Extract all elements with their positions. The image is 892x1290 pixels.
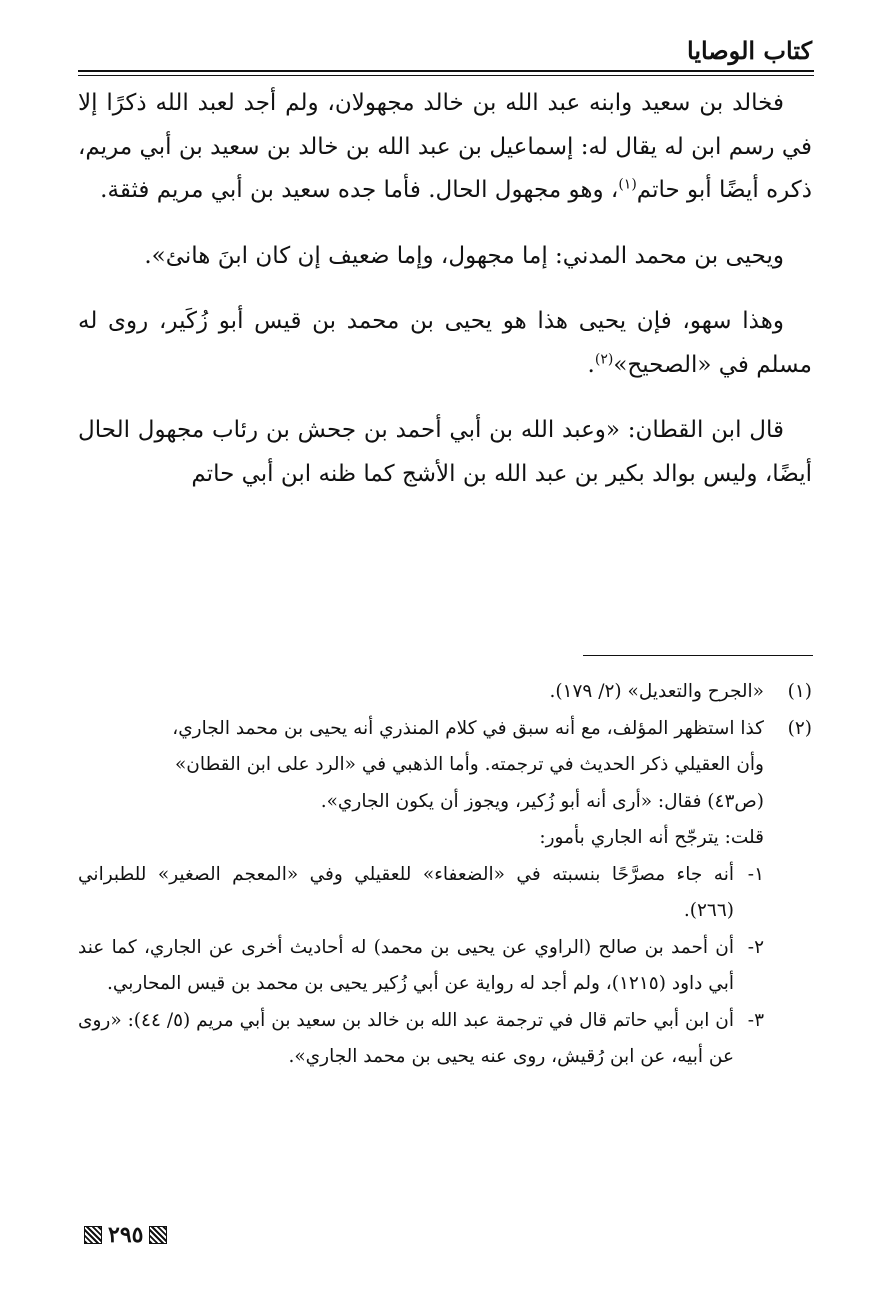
footnotes xyxy=(78,674,812,1076)
footnote-text: (ص٤٣) فقال: «أرى أنه أبو زُكير، ويجوز أن يكون الجاري». xyxy=(320,790,764,812)
header-rule-thin xyxy=(78,75,814,76)
list-item-number: ١- xyxy=(747,863,764,885)
footnote-reference[interactable]: (١) xyxy=(618,176,637,193)
footnote-reference[interactable]: (٢) xyxy=(594,350,614,367)
page-number-block xyxy=(84,1222,167,1248)
list-item-text: أنه جاء مصرَّحًا بنسبته في «الضعفاء» للعقيلي وفي «المعجم الصغير» للطبراني (٢٦٦). xyxy=(78,863,734,921)
paragraph xyxy=(78,82,812,213)
page-number: ٢٩٥ xyxy=(108,1222,144,1248)
footnote-text: قلت: يترجّح أنه الجاري بأمور: xyxy=(539,827,764,848)
footnote-text: وأن العقيلي ذكر الحديث في ترجمته. وأما الذهبي في «الرد على ابن القطان» xyxy=(174,754,764,775)
paragraph-text: وهذا سهو، فإن يحيى هذا هو يحيى بن محمد بن قيس أبو زُكَير، روى له مسلم في «الصحيح» xyxy=(78,308,812,378)
paragraph-text: . xyxy=(587,351,595,378)
footnote-list-item xyxy=(78,1003,764,1076)
footnote-separator xyxy=(583,655,813,656)
footnote-list-item xyxy=(78,930,764,1003)
footnote-list-item xyxy=(78,857,764,930)
running-header xyxy=(78,34,814,74)
paragraph-text: ، وهو مجهول الحال. فأما جده سعيد بن أبي مريم فثقة. xyxy=(100,177,619,203)
list-item-text: أن ابن أبي حاتم قال في ترجمة عبد الله بن خالد بن سعيد بن أبي مريم (٥/ ٤٤): «روى عن أبيه، عن ابن رُقيش، روى عنه يحيى بن محمد الجاري». xyxy=(78,1009,734,1067)
running-header-title: كتاب الوصايا xyxy=(687,36,812,65)
footnote-number: (١) xyxy=(787,681,812,702)
ornament-icon xyxy=(149,1226,167,1244)
ornament-icon xyxy=(84,1226,102,1244)
list-item-text: أن أحمد بن صالح (الراوي عن يحيى بن محمد) له أحاديث أخرى عن الجاري، كما عند أبي داود (١٢١٥)، ولم أجد له رواية عن أبي زُكير يحيى بن محمد بن قيس المحاربي. xyxy=(78,936,734,994)
paragraph-text: فخالد بن سعيد وابنه عبد الله بن خالد مجهولان، ولم أجد لعبد الله ذكرًا إلا في رسم ابن له يقال له: إسماعيل بن عبد الله بن خالد بن سعيد بن أبي مريم، ذكره أيضًا أبو حاتم xyxy=(78,90,812,203)
paragraph xyxy=(78,300,812,387)
footnote-text: كذا استظهر المؤلف، مع أنه سبق في كلام المنذري أنه يحيى بن محمد الجاري، xyxy=(172,717,764,739)
paragraph: قال ابن القطان: «وعبد الله بن أبي أحمد بن جحش بن رئاب مجهول الحال أيضًا، وليس بوالد بكير بن عبد الله بن الأشج كما ظنه ابن أبي حاتم xyxy=(78,417,812,487)
list-item-number: ٣- xyxy=(747,1009,764,1031)
main-text xyxy=(78,82,812,496)
header-rule xyxy=(78,70,814,72)
list-item-number: ٢- xyxy=(747,936,764,958)
footnote-number: (٢) xyxy=(787,717,812,739)
footnote xyxy=(78,674,812,711)
footnote-text: «الجرح والتعديل» (٢/ ١٧٩). xyxy=(549,681,764,702)
footnote xyxy=(78,711,812,1076)
paragraph: ويحيى بن محمد المدني: إما مجهول، وإما ضعيف إن كان ابنَ هانئ». xyxy=(144,242,784,269)
